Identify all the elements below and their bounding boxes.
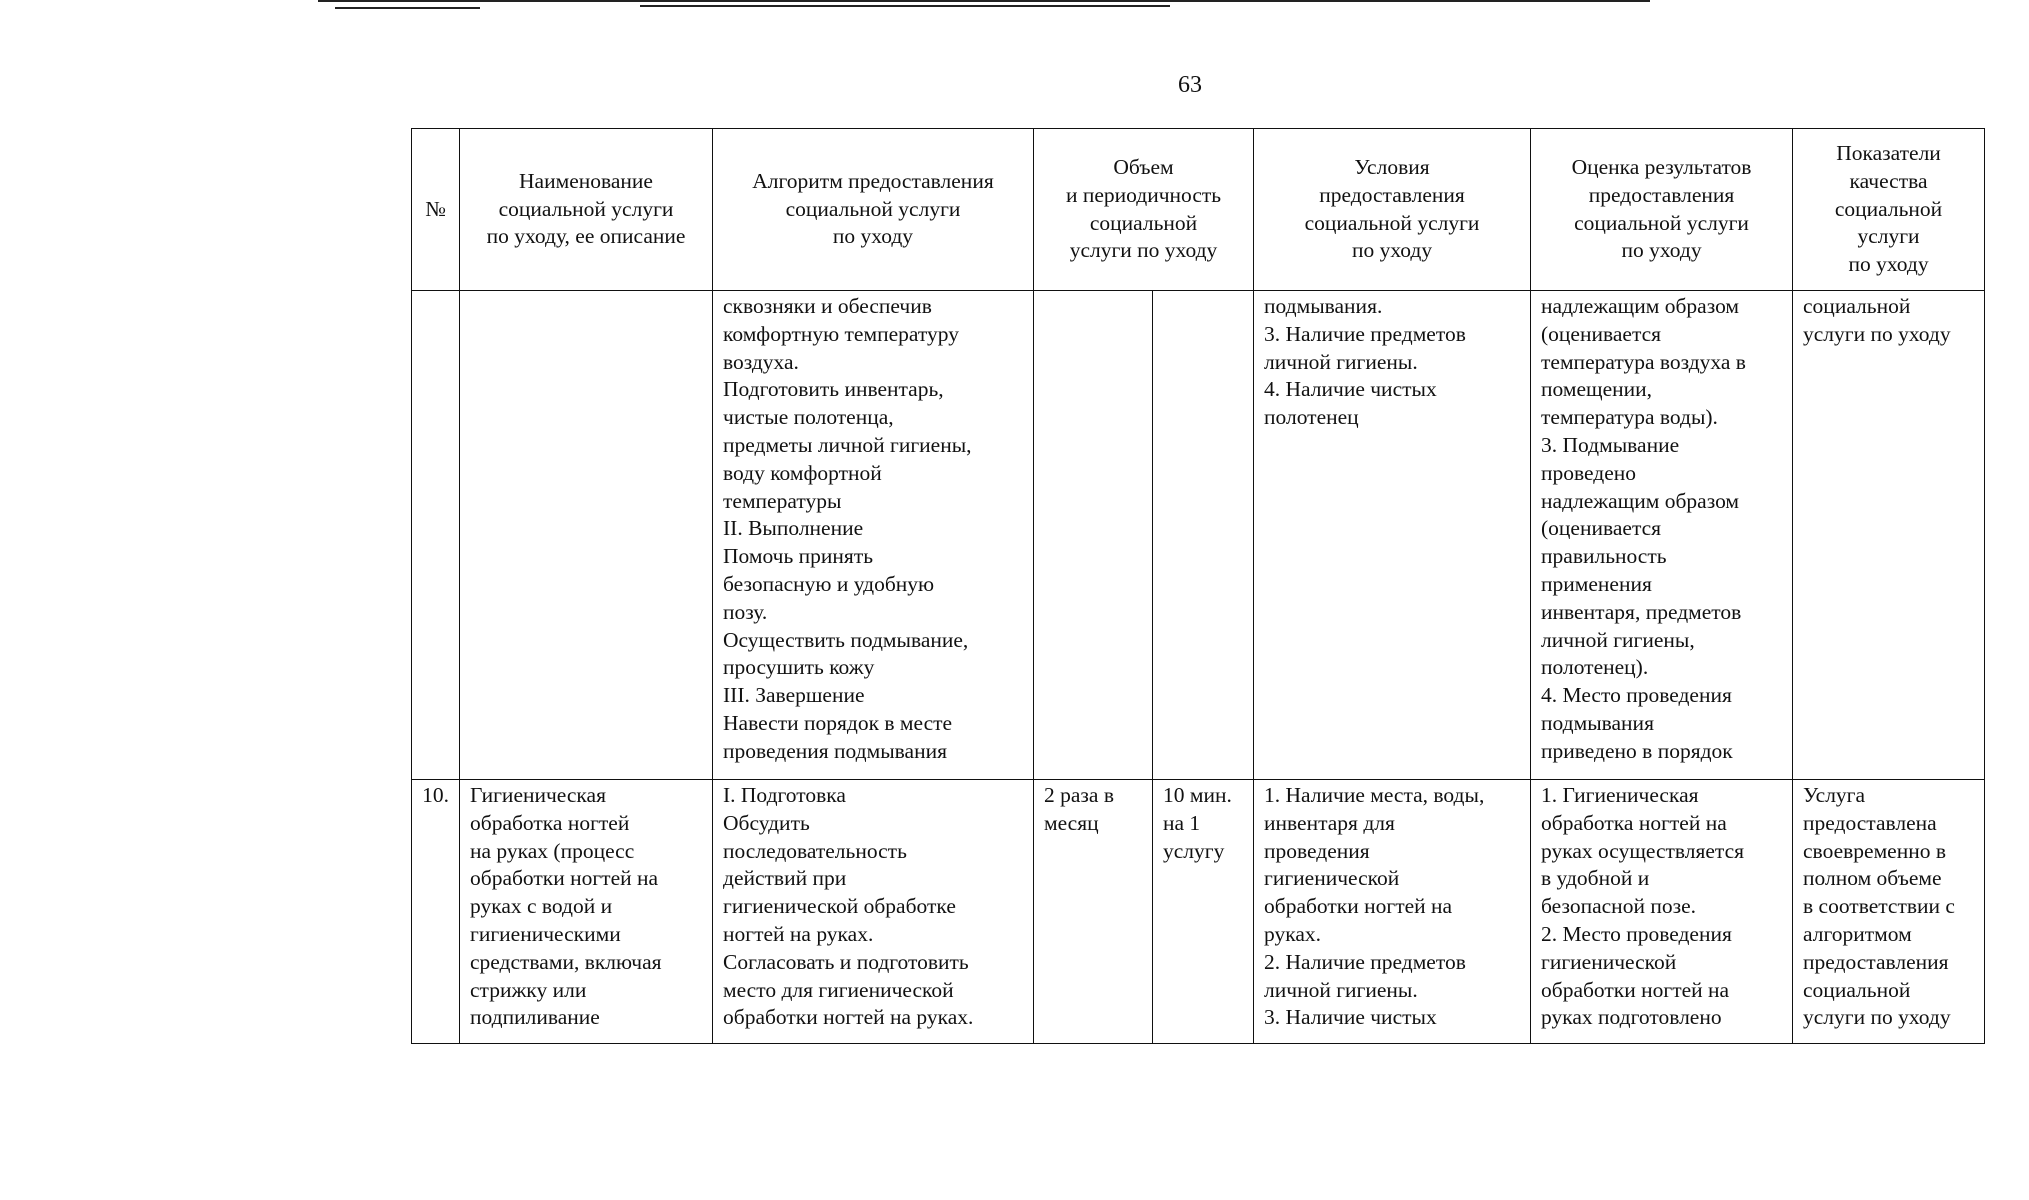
table-row [412,780,1985,1044]
cell-conditions: подмывания. 3. Наличие предметов личной гигиены. 4. Наличие чистых полотенец [1254,291,1531,780]
cell-algorithm: I. Подготовка Обсудить последовательность действий при гигиенической обработке ногтей на руках. Согласовать и подготовить место для гигиенической обработки ногтей на руках. [713,780,1034,1044]
top-rule-line [318,0,1650,2]
header-conditions: Условия предоставления социальной услуги по уходу [1254,129,1531,291]
header-number: № [412,129,460,291]
header-algorithm: Алгоритм предоставления социальной услуги по уходу [713,129,1034,291]
table-row [412,291,1985,780]
cell-quality-indicators: социальной услуги по уходу [1793,291,1985,780]
cell-number [412,291,460,780]
header-volume-frequency: Объем и периодичность социальной услуги по уходу [1034,129,1254,291]
top-rule-line-short [335,7,480,9]
cell-algorithm: сквозняки и обеспечив комфортную температуру воздуха. Подготовить инвентарь, чистые полотенца, предметы личной гигиены, воду комфортной температуры II. Выполнение Помочь принять безопасную и удобную позу. Осуществить подмывание, просушить кожу III. Завершение Навести порядок в месте проведения подмывания [713,291,1034,780]
table-header-row [412,129,1985,291]
page-number: 63 [1178,72,1202,98]
header-evaluation: Оценка результатов предоставления социальной услуги по уходу [1531,129,1793,291]
cell-service-name [460,291,713,780]
cell-frequency: 2 раза в месяц [1034,780,1153,1044]
cell-evaluation: надлежащим образом (оценивается температура воздуха в помещении, температура воды). 3. Подмывание проведено надлежащим образом (оценивается правильность применения инвентаря, предметов личной гигиены, полотенец). 4. Место проведения подмывания приведено в порядок [1531,291,1793,780]
header-quality-indicators: Показатели качества социальной услуги по уходу [1793,129,1985,291]
cell-duration: 10 мин. на 1 услугу [1153,780,1254,1044]
care-services-table [411,128,1985,1044]
cell-conditions: 1. Наличие места, воды, инвентаря для проведения гигиенической обработки ногтей на руках. 2. Наличие предметов личной гигиены. 3. Наличие чистых [1254,780,1531,1044]
cell-number: 10. [412,780,460,1044]
top-rule-line-mid [640,5,1170,7]
header-service-name: Наименование социальной услуги по уходу, ее описание [460,129,713,291]
cell-duration [1153,291,1254,780]
cell-service-name: Гигиеническая обработка ногтей на руках (процесс обработки ногтей на руках с водой и гигиеническими средствами, включая стрижку или подпиливание [460,780,713,1044]
cell-quality-indicators: Услуга предоставлена своевременно в полном объеме в соответствии с алгоритмом предоставления социальной услуги по уходу [1793,780,1985,1044]
cell-frequency [1034,291,1153,780]
cell-evaluation: 1. Гигиеническая обработка ногтей на руках осуществляется в удобной и безопасной позе. 2. Место проведения гигиенической обработки ногтей на руках подготовлено [1531,780,1793,1044]
